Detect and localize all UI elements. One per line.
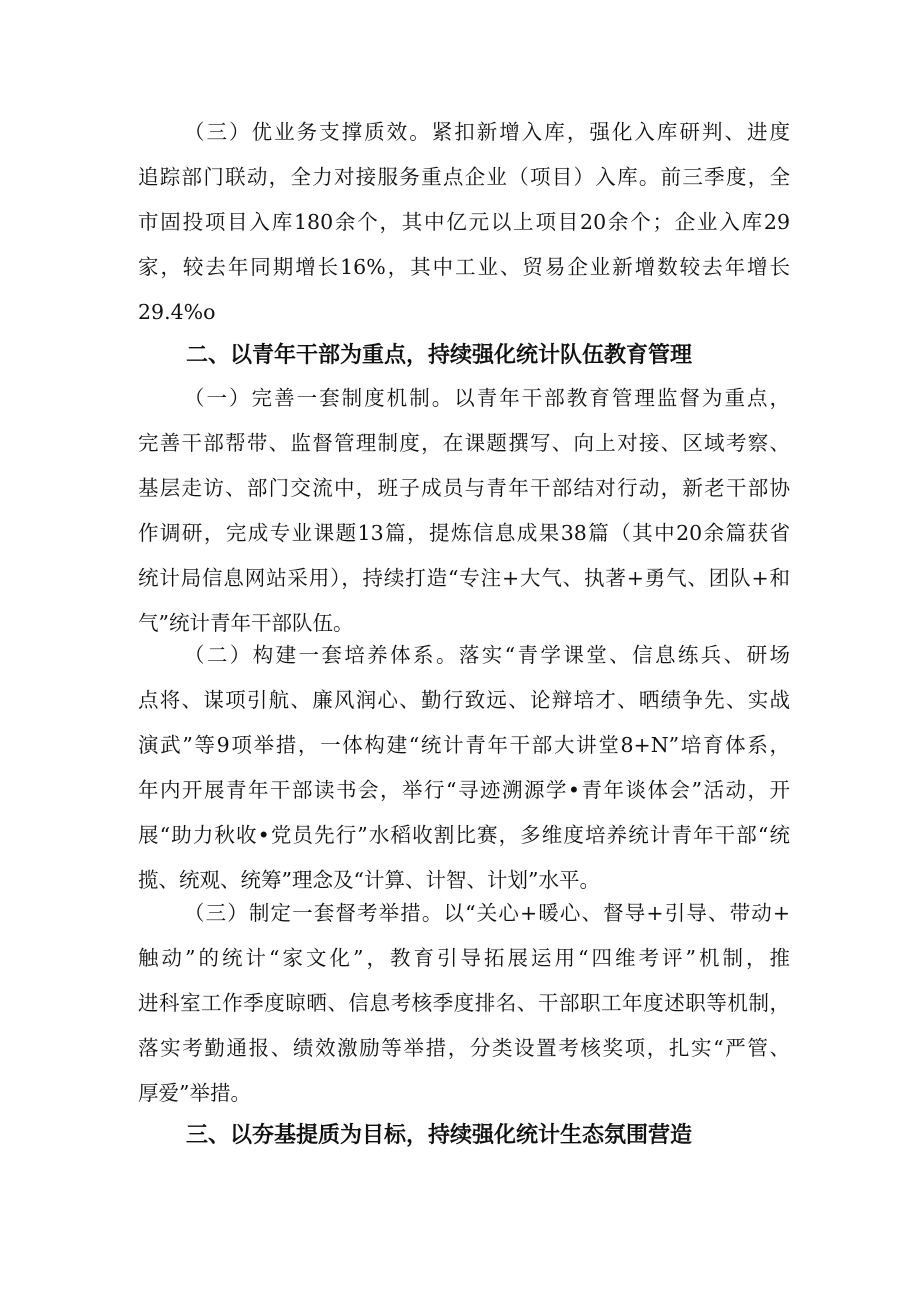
paragraph-line: 完善干部帮带、监督管理制度，在课题撰写、向上对接、区域考察、: [138, 431, 790, 455]
paragraph-line: 触动”的统计“家文化”，教育引导拓展运用“四维考评”机制，推: [138, 946, 790, 970]
section-heading-2: 二、以青年干部为重点，持续强化统计队伍教育管理: [186, 343, 693, 368]
paragraph-line: 家，较去年同期增长16%，其中工业、贸易企业新增数较去年增长: [138, 255, 790, 279]
section-heading-3: 三、以夯基提质为目标，持续强化统计生态氛围营造: [186, 1123, 693, 1148]
paragraph-line: 展“助力秋收•党员先行”水稻收割比赛，多维度培养统计青年干部“统: [138, 823, 790, 847]
paragraph-line: 演武”等9项举措，一体构建“统计青年干部大讲堂8+N”培育体系，: [138, 733, 790, 757]
paragraph-line: 基层走访、部门交流中，班子成员与青年干部结对行动，新老干部协: [138, 476, 790, 500]
paragraph-line: 点将、谋项引航、廉风润心、勤行致远、论辩培才、晒绩争先、实战: [138, 688, 790, 712]
paragraph-line: （一）完善一套制度机制。以青年干部教育管理监督为重点，: [184, 386, 790, 410]
paragraph-line: 年内开展青年干部读书会，举行“寻迹溯源学•青年谈体会”活动，开: [138, 778, 790, 802]
paragraph-line: 落实考勤通报、绩效激励等举措，分类设置考核奖项，扎实“严管、: [138, 1036, 790, 1060]
paragraph-line: （二）构建一套培养体系。落实“青学课堂、信息练兵、研场: [184, 643, 790, 667]
paragraph-improve-system: [138, 376, 790, 646]
paragraph-optimize-business-support: [138, 110, 790, 335]
paragraph-line: （三）制定一套督考举措。以“关心+暖心、督导+引导、带动+: [184, 901, 790, 925]
paragraph-line: 市固投项目入库180余个，其中亿元以上项目20余个；企业入库29: [138, 210, 790, 234]
paragraph-line: 厚爱”举措。: [138, 1081, 251, 1105]
paragraph-line: 作调研，完成专业课题13篇，提炼信息成果38篇（其中20余篇获省: [138, 521, 790, 545]
paragraph-line: （三）优业务支撑质效。紧扣新增入库，强化入库研判、进度: [184, 120, 790, 144]
paragraph-supervision-measures: [138, 891, 790, 1116]
paragraph-line: 29.4%o: [138, 300, 216, 324]
paragraph-line: 揽、统观、统筹”理念及“计算、计智、计划”水平。: [138, 868, 600, 892]
paragraph-line: 追踪部门联动，全力对接服务重点企业（项目）入库。前三季度，全: [138, 165, 790, 189]
paragraph-line: 进科室工作季度晾晒、信息考核季度排名、干部职工年度述职等机制，: [138, 991, 790, 1015]
paragraph-line: 气”统计青年干部队伍。: [138, 611, 354, 635]
paragraph-line: 统计局信息网站采用），持续打造“专注+大气、执著+勇气、团队+和: [138, 566, 790, 590]
paragraph-training-system: [138, 633, 790, 903]
